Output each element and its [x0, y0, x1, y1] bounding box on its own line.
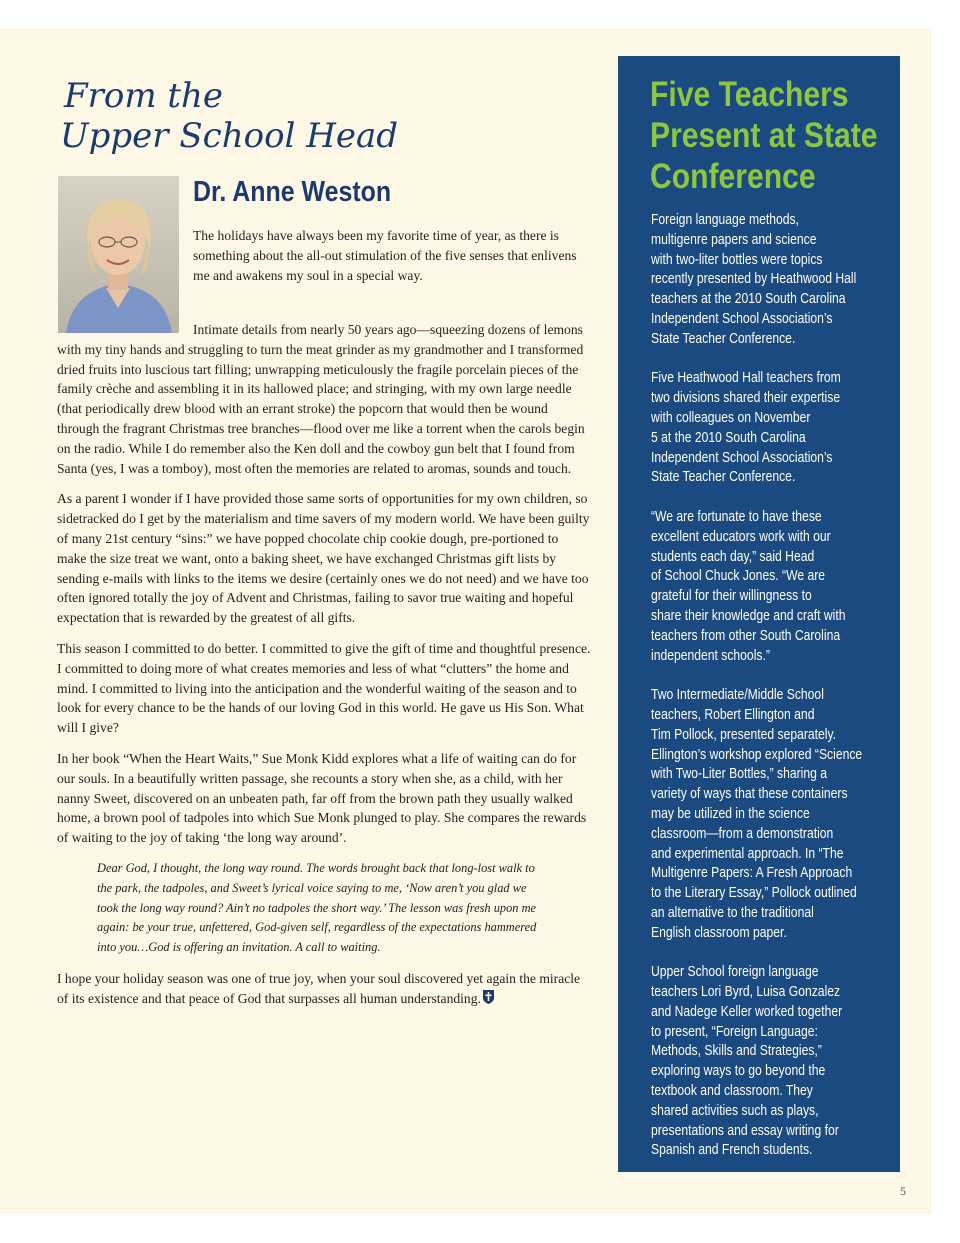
sidebar-paragraph: Upper School foreign language teachers Lori Byrd, Luisa Gonzalez and Nadege Keller worked together to present, “Foreign Language: Methods, Skills and Strategies,” exploring ways to go beyond the textbook and classroom. They shared activities such as plays, presentations and essay writing for Spanish and French students. [651, 963, 843, 1159]
sidebar-paragraph: “We are fortunate to have these excellent educators work with our students each day,” said Head of School Chuck Jones. “We are grateful for their willingness to share their knowledge and craft with teachers from other South Carolina independent schools.” [651, 507, 846, 664]
page-number: 5 [900, 1184, 906, 1198]
section-heading [60, 76, 440, 156]
sidebar-paragraph: Two Intermediate/Middle School teachers, Robert Ellington and Tim Pollock, presented separately. Ellington’s workshop explored “Science with Two-Liter Bottles,” sharing a variety of ways that these containers may be utilized in the science classroom—from a demonstration and experimental approach. In “The Multigenre Papers: A Fresh Approach to the Literary Essay,” Pollock outlined an alternative to the traditional English classroom paper. [651, 686, 863, 941]
heading-line-2: Upper School Head [60, 116, 399, 156]
school-crest-icon [483, 990, 494, 1004]
sidebar-paragraph: Five Heathwood Hall teachers from two divisions shared their expertise with colleagues on November 5 at the 2010 South Carolina Independent School Association’s State Teacher Conference. [651, 369, 841, 486]
sidebar-title-line-3: Conference [650, 157, 816, 196]
author-name: Dr. Anne Weston [193, 176, 392, 208]
closing-text: I hope your holiday season was one of true joy, when your soul discovered yet again the miracle of its existence and that peace of God that surpasses all human understanding. [57, 970, 581, 1006]
author-portrait [58, 176, 179, 333]
sidebar-body [651, 210, 881, 1180]
intro-paragraph: The holidays have always been my favorite time of year, as there is something about the all-out stimulation of the five senses that enlivens me and awakens my soul in a special way. [193, 228, 577, 283]
sidebar-paragraph: Foreign language methods, multigenre papers and science with two-liter bottles were topics recently presented by Heathwood Hall teachers at the 2010 South Carolina Independent School Association’s State Teacher Conference. [651, 211, 857, 347]
sidebar-title [650, 74, 878, 197]
letter-body [57, 320, 591, 1020]
paragraph-2: As a parent I wonder if I have provided those same sorts of opportunities for my own children, so sidetracked do I get by the materialism and time savers of my modern world. We have been guilty of many 21st century “sins:” we have popped chocolate chip cookie dough, pre-portioned to make the size treat we want, onto a baking sheet, we have exchanged Christmas gift lists by sending e-mails with links to the items we desire (certainly ones we do not need) and we have too often ignored totally the joy of Advent and Christmas, failing to savor true waiting and hopeful expectation that is rewarded by the greatest of all gifts. [57, 491, 590, 626]
closing-paragraph [57, 969, 591, 1009]
paragraph-3: This season I committed to do better. I committed to give the gift of time and thoughtful presence. I committed to doing more of what creates memories and less of what “clutters” the home and mind. I committed to living into the anticipation and the wonderful waiting of the season and to look for every chance to be the hands of our loving God in this world. He gave us His Son. What will I give? [57, 640, 591, 736]
portrait-photo [58, 176, 179, 333]
sidebar-title-line-2: Present at State [650, 116, 878, 155]
paragraph-4: In her book “When the Heart Waits,” Sue Monk Kidd explores what a life of waiting can do for our souls. In a beautifully written passage, she recounts a story when she, as a child, with her nanny Sweet, discovered on an unbeaten path, far off from the brown path they usually walked home, a brown pool of tadpoles into which Sue Monk plunged to play. She compares the rewards of waiting to the joy of taking ‘the long way around’. [57, 750, 587, 846]
sidebar-title-line-1: Five Teachers [650, 75, 849, 114]
block-quote: Dear God, I thought, the long way round. The words brought back that long-lost walk to the park, the tadpoles, and Sweet’s lyrical voice saying to me, ‘Now aren’t you glad we took the long way round? Ain’t no tadpoles the short way.’ The lesson was fresh upon me again: be your true, unfettered, God-given self, regardless of the expectations hammered into you…God is offering an invitation. A call to waiting. [97, 860, 537, 955]
page [0, 28, 932, 1214]
letter-intro [193, 226, 588, 285]
sidebar-article [618, 56, 900, 1172]
heading-line-1: From the [64, 76, 224, 116]
paragraph-1: Intimate details from nearly 50 years ago—squeezing dozens of lemons with my tiny hands and struggling to turn the meat grinder as my grandmother and I transformed dried fruits into luscious tart filling; unwrapping meticulously the fragile porcelain pieces of the family crèche and assembling it in its hallowed place; and stringing, with my own large needle (that periodically drew blood with an errant stroke) the popcorn that would then be wound through the fragrant Christmas tree branches—flood over me like a torrent when the carols begin on the radio. While I do remember also the Ken doll and the cowboy gun belt that I found from Santa (yes, I was a tomboy), most often the memories are related to aromas, sounds and touch. [57, 322, 585, 476]
